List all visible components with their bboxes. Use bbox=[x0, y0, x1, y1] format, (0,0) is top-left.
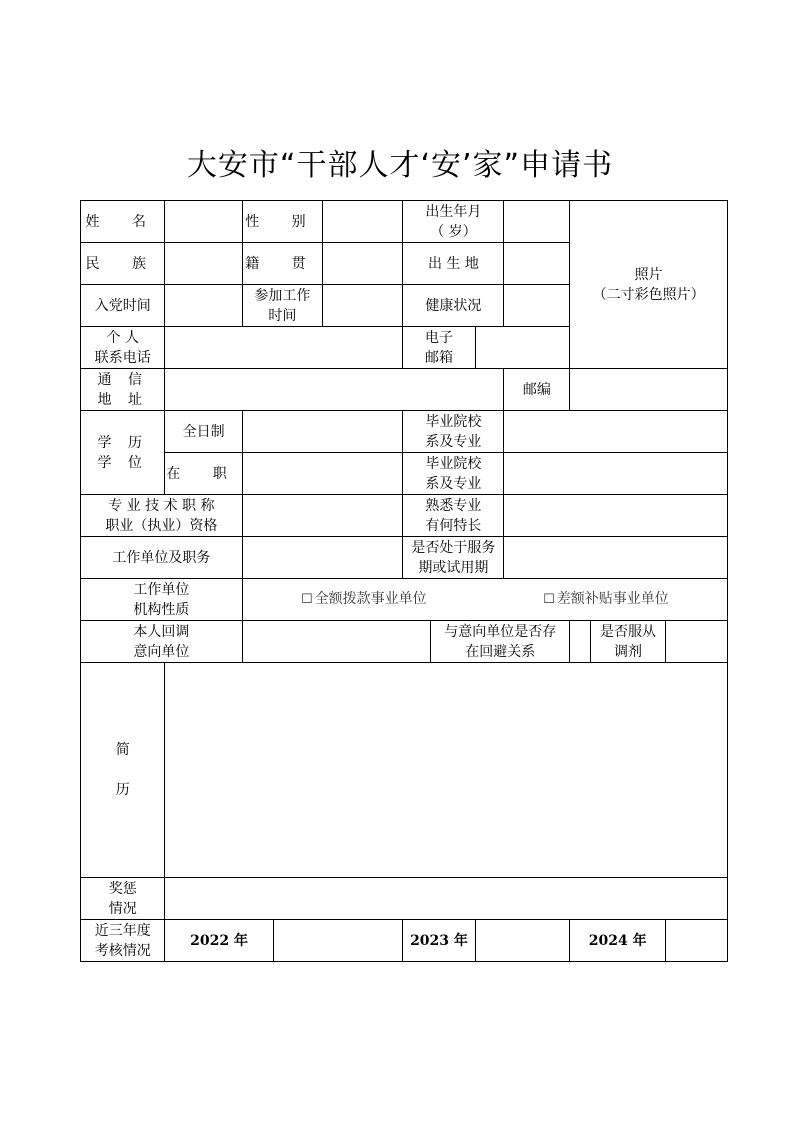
application-form bbox=[80, 200, 728, 962]
native-place-field[interactable] bbox=[323, 243, 403, 285]
phone-field[interactable] bbox=[165, 327, 403, 369]
checkbox-icon: ☐ bbox=[300, 592, 313, 607]
option-partial-funded[interactable]: ☐ 差额补贴事业单位 bbox=[543, 591, 669, 607]
birth-field[interactable] bbox=[504, 201, 570, 243]
rewards-label: 奖惩 情况 bbox=[81, 878, 165, 920]
unit-nature-label: 工作单位 机构性质 bbox=[81, 579, 243, 621]
adjust-field[interactable] bbox=[666, 621, 728, 663]
probation-field[interactable] bbox=[504, 537, 728, 579]
ethnicity-label: 民 族 bbox=[81, 243, 165, 285]
grad-school-field-2[interactable] bbox=[504, 453, 728, 495]
work-unit-label: 工作单位及职务 bbox=[81, 537, 243, 579]
health-field[interactable] bbox=[504, 285, 570, 327]
page-title: 大安市“干部人才‘安’家”申请书 bbox=[186, 148, 614, 183]
birth-label: 出生年月 （ 岁） bbox=[403, 201, 504, 243]
party-join-field[interactable] bbox=[165, 285, 242, 327]
ethnicity-field[interactable] bbox=[165, 243, 242, 285]
onjob-label: 在 职 bbox=[165, 453, 242, 495]
target-unit-label: 本人回调 意向单位 bbox=[81, 621, 243, 663]
postcode-label: 邮编 bbox=[504, 369, 570, 411]
work-unit-field[interactable] bbox=[242, 537, 403, 579]
name-label: 姓 名 bbox=[81, 201, 165, 243]
education-label: 学 历 学 位 bbox=[81, 411, 165, 495]
option-full-funded[interactable]: ☐ 全额拨款事业单位 bbox=[300, 591, 427, 607]
year-2023-label: 2023 年 bbox=[403, 920, 475, 962]
avoidance-label: 与意向单位是否存 在回避关系 bbox=[431, 621, 570, 663]
address-field[interactable] bbox=[165, 369, 504, 411]
email-label: 电子 邮箱 bbox=[403, 327, 475, 369]
grad-school-label-1: 毕业院校 系及专业 bbox=[403, 411, 504, 453]
birthplace-label: 出 生 地 bbox=[403, 243, 504, 285]
year-2022-field[interactable] bbox=[273, 920, 403, 962]
postcode-field[interactable] bbox=[570, 369, 728, 411]
fulltime-label: 全日制 bbox=[165, 411, 242, 453]
year-2022-label: 2022 年 bbox=[165, 920, 273, 962]
native-place-label: 籍 贯 bbox=[242, 243, 322, 285]
onjob-field[interactable] bbox=[242, 453, 403, 495]
tech-title-field[interactable] bbox=[242, 495, 403, 537]
grad-school-label-2: 毕业院校 系及专业 bbox=[403, 453, 504, 495]
rewards-field[interactable] bbox=[165, 878, 728, 920]
fulltime-field[interactable] bbox=[242, 411, 403, 453]
work-start-label: 参加工作 时间 bbox=[242, 285, 322, 327]
tech-title-label: 专 业 技 术 职 称 职业（执业）资格 bbox=[81, 495, 243, 537]
address-label: 通 信 地 址 bbox=[81, 369, 165, 411]
party-join-label: 入党时间 bbox=[81, 285, 165, 327]
year-2024-label: 2024 年 bbox=[570, 920, 666, 962]
photo-box[interactable]: 照片 （二寸彩色照片） bbox=[570, 201, 728, 369]
specialty-field[interactable] bbox=[504, 495, 728, 537]
specialty-label: 熟悉专业 有何特长 bbox=[403, 495, 504, 537]
avoidance-field[interactable] bbox=[570, 621, 591, 663]
health-label: 健康状况 bbox=[403, 285, 504, 327]
target-unit-field[interactable] bbox=[242, 621, 431, 663]
year-2023-field[interactable] bbox=[475, 920, 570, 962]
gender-field[interactable] bbox=[323, 201, 403, 243]
phone-label: 个 人 联系电话 bbox=[81, 327, 165, 369]
email-field[interactable] bbox=[475, 327, 570, 369]
assessment-label: 近三年度 考核情况 bbox=[81, 920, 165, 962]
resume-label: 简 历 bbox=[81, 663, 165, 878]
gender-label: 性 别 bbox=[242, 201, 322, 243]
adjust-label: 是否服从 调剂 bbox=[590, 621, 665, 663]
year-2024-field[interactable] bbox=[666, 920, 728, 962]
resume-field[interactable] bbox=[165, 663, 728, 878]
birthplace-field[interactable] bbox=[504, 243, 570, 285]
checkbox-icon: ☐ bbox=[543, 592, 555, 607]
probation-label: 是否处于服务 期或试用期 bbox=[403, 537, 504, 579]
name-field[interactable] bbox=[165, 201, 242, 243]
work-start-field[interactable] bbox=[323, 285, 403, 327]
grad-school-field-1[interactable] bbox=[504, 411, 728, 453]
unit-nature-options bbox=[242, 579, 727, 621]
